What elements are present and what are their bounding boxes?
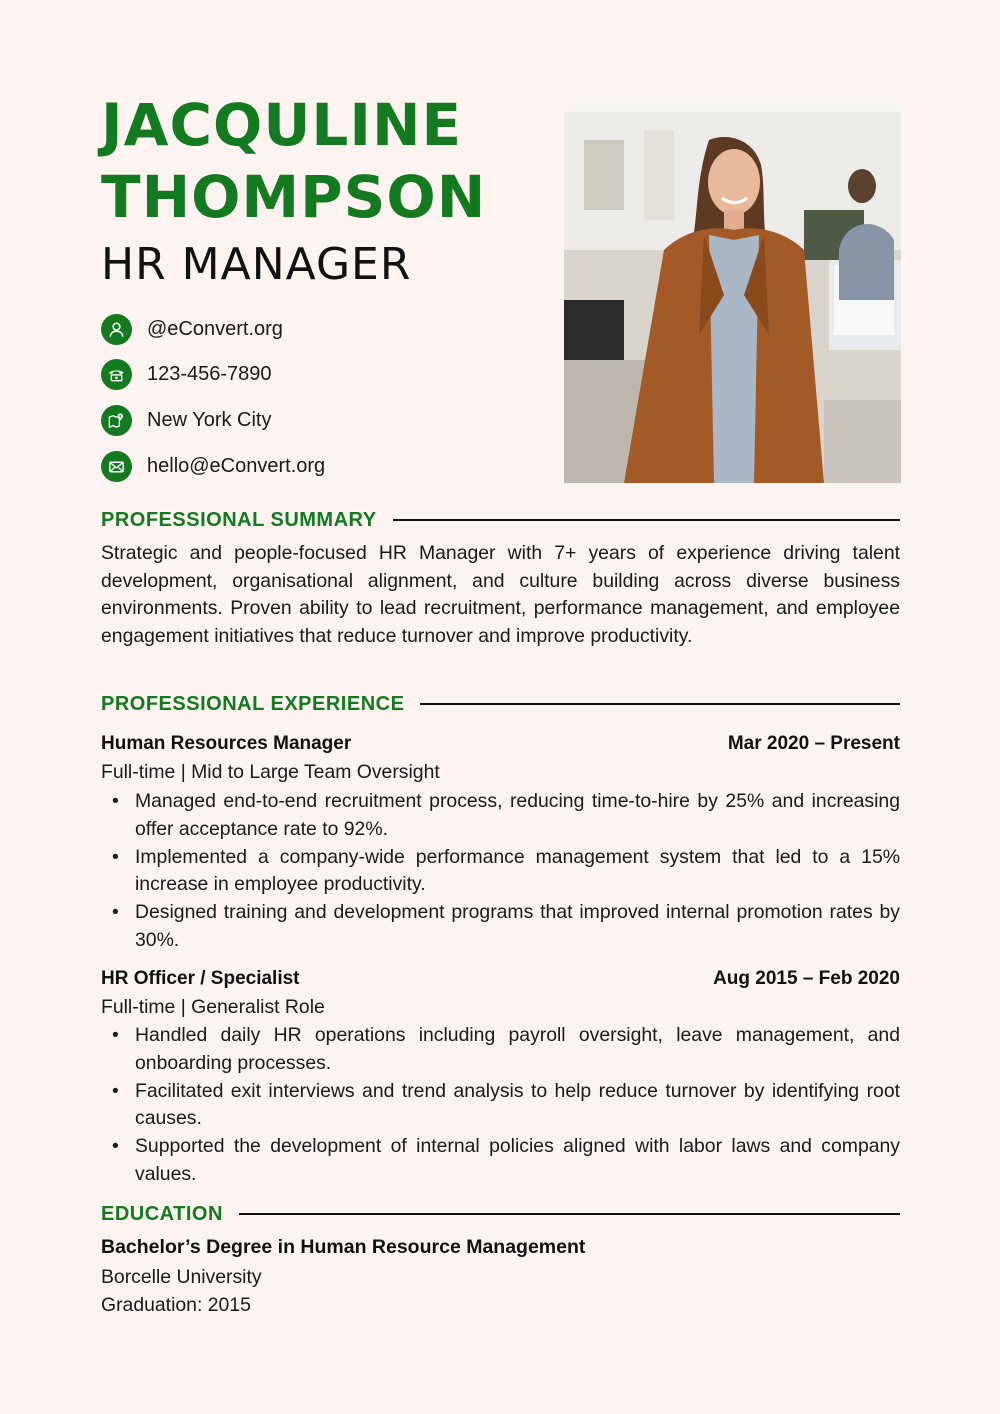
- job-2-title: HR Officer / Specialist: [101, 968, 300, 989]
- name-first: JACQULINE: [101, 91, 463, 159]
- job-1-bullets: [101, 788, 900, 955]
- mail-icon: [101, 451, 132, 482]
- summary-heading-row: [101, 508, 900, 532]
- education-divider: [239, 1213, 900, 1215]
- experience-heading-row: [101, 692, 900, 716]
- list-item: • Handled daily HR operations including payroll oversight, leave management, and onboarding processes.: [112, 1024, 900, 1074]
- bullet-text: Designed training and development programs that improved internal promotion rates by 30%.: [135, 901, 900, 951]
- job-2-header: [101, 968, 900, 990]
- contact-phone-text[interactable]: 123-456-7890: [147, 362, 272, 385]
- phone-icon: [101, 359, 132, 390]
- job-title: HR MANAGER: [101, 239, 412, 290]
- job-2-dates: Aug 2015 – Feb 2020: [713, 968, 900, 989]
- contact-location-text: New York City: [147, 408, 272, 431]
- list-item: • Implemented a company-wide performance management system that led to a 15% increase in employee productivity.: [112, 845, 900, 896]
- job-1-dates: Mar 2020 – Present: [727, 733, 900, 754]
- education-school: Borcelle University: [101, 1266, 262, 1288]
- map-pin-icon: [101, 405, 132, 436]
- contact-location: [101, 404, 272, 436]
- job-1-header: [101, 733, 900, 755]
- bullet-text: Handled daily HR operations including payroll oversight, leave management, and onboarding processes.: [135, 1024, 900, 1074]
- user-icon: [101, 314, 132, 345]
- contact-handle-text[interactable]: @eConvert.org: [147, 317, 283, 340]
- resume-page: [101, 0, 900, 1414]
- contact-handle: [101, 313, 283, 345]
- bullet-text: Implemented a company-wide performance management system that led to a 15% increase in employee productivity.: [135, 845, 900, 896]
- bullet-text: Managed end-to-end recruitment process, reducing time-to-hire by 25% and increasing offer acceptance rate to 92%.: [135, 790, 900, 840]
- contact-phone: [101, 358, 272, 390]
- job-1-title: Human Resources Manager: [101, 733, 352, 754]
- contact-email: [101, 450, 325, 482]
- list-item: • Designed training and development programs that improved internal promotion rates by 30%.: [112, 901, 900, 951]
- education-heading-row: [101, 1202, 900, 1226]
- experience-divider: [420, 703, 900, 705]
- education-graduation: Graduation: 2015: [101, 1294, 251, 1316]
- summary-text: Strategic and people-focused HR Manager with 7+ years of experience driving talent development, organisational alignment, and culture building across diverse business environments. Proven ability to lead recruitment, performance management, and employee engagement initiatives that reduce turnover and improve productivity.: [101, 542, 900, 647]
- contact-email-text[interactable]: hello@eConvert.org: [147, 454, 326, 477]
- bullet-text: Facilitated exit interviews and trend analysis to help reduce turnover by identifying root causes.: [135, 1079, 900, 1130]
- bullet-text: Supported the development of internal policies aligned with labor laws and company values.: [135, 1135, 900, 1185]
- list-item: • Facilitated exit interviews and trend analysis to help reduce turnover by identifying root causes.: [112, 1079, 900, 1130]
- name-last: THOMPSON: [101, 163, 487, 231]
- summary-divider: [393, 519, 900, 521]
- education-degree: Bachelor’s Degree in Human Resource Management: [101, 1236, 586, 1258]
- job-2-subtitle: Full-time | Generalist Role: [101, 996, 325, 1018]
- summary-heading: PROFESSIONAL SUMMARY: [101, 508, 377, 531]
- experience-heading: PROFESSIONAL EXPERIENCE: [101, 692, 405, 715]
- list-item: • Supported the development of internal policies aligned with labor laws and company values.: [112, 1135, 900, 1185]
- job-2-bullets: [101, 1022, 900, 1189]
- education-heading: EDUCATION: [101, 1202, 223, 1225]
- profile-photo: [564, 100, 901, 483]
- job-1-subtitle: Full-time | Mid to Large Team Oversight: [101, 761, 440, 783]
- list-item: • Managed end-to-end recruitment process, reducing time-to-hire by 25% and increasing offer acceptance rate to 92%.: [112, 790, 900, 840]
